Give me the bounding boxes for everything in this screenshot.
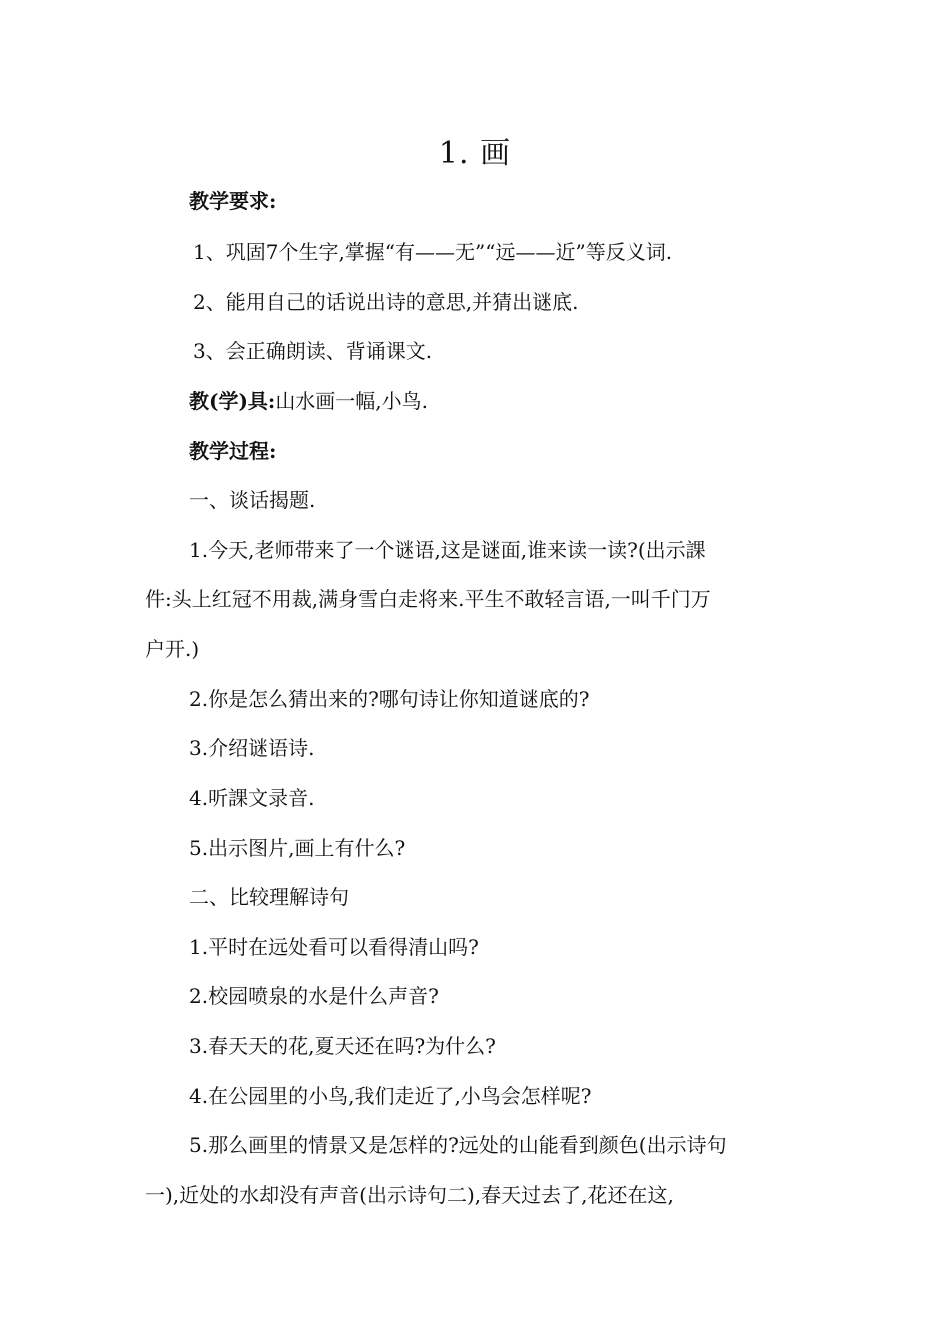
section1-item-5: 5.出示图片,画上有什么? xyxy=(189,836,406,860)
requirement-item-1: 1、巩固7个生字,掌握“有——无”“远——近”等反义词. xyxy=(193,240,673,264)
requirement-item-2: 2、能用自己的话说出诗的意思,并猜出谜底. xyxy=(193,290,579,314)
section1-item-1-line-1: 1.今天,老师带来了一个谜语,这是谜面,谁来读一读?(出示課 xyxy=(189,538,706,562)
section1-item-2: 2.你是怎么猜出来的?哪句诗让你知道谜底的? xyxy=(189,687,590,711)
process-heading: 教学过程: xyxy=(189,439,277,463)
section2-item-4: 4.在公园里的小鸟,我们走近了,小鸟会怎样呢? xyxy=(189,1084,592,1108)
requirement-item-3: 3、会正确朗读、背诵课文. xyxy=(193,339,433,363)
section2-item-5-line-2: 一),近处的水却没有声音(出示诗句二),春天过去了,花还在这, xyxy=(145,1183,674,1207)
page-title: 1. 画 xyxy=(438,136,512,171)
tools-text: 山水画一幅,小鸟. xyxy=(275,389,429,413)
section2-heading: 二、比较理解诗句 xyxy=(189,885,349,909)
section1-item-1-line-3: 户开.) xyxy=(145,637,200,661)
requirements-heading: 教学要求: xyxy=(189,189,277,213)
section2-item-2: 2.校园喷泉的水是什么声音? xyxy=(189,984,439,1008)
section1-item-3: 3.介绍谜语诗. xyxy=(189,736,315,760)
section2-item-5-line-1: 5.那么画里的情景又是怎样的?远处的山能看到颜色(出示诗句 xyxy=(189,1133,727,1157)
section2-item-3: 3.春天天的花,夏天还在吗?为什么? xyxy=(189,1034,496,1058)
section2-item-1: 1.平时在远处看可以看得清山吗? xyxy=(189,935,479,959)
section1-item-1-line-2: 件:头上红冠不用裁,满身雪白走将来.平生不敢轻言语,一叫千门万 xyxy=(145,587,711,611)
section1-heading: 一、谈话揭题. xyxy=(189,488,316,512)
tools-heading: 教(学)具: xyxy=(189,389,276,413)
section1-item-4: 4.听課文录音. xyxy=(189,786,315,810)
tools-line xyxy=(189,386,428,416)
